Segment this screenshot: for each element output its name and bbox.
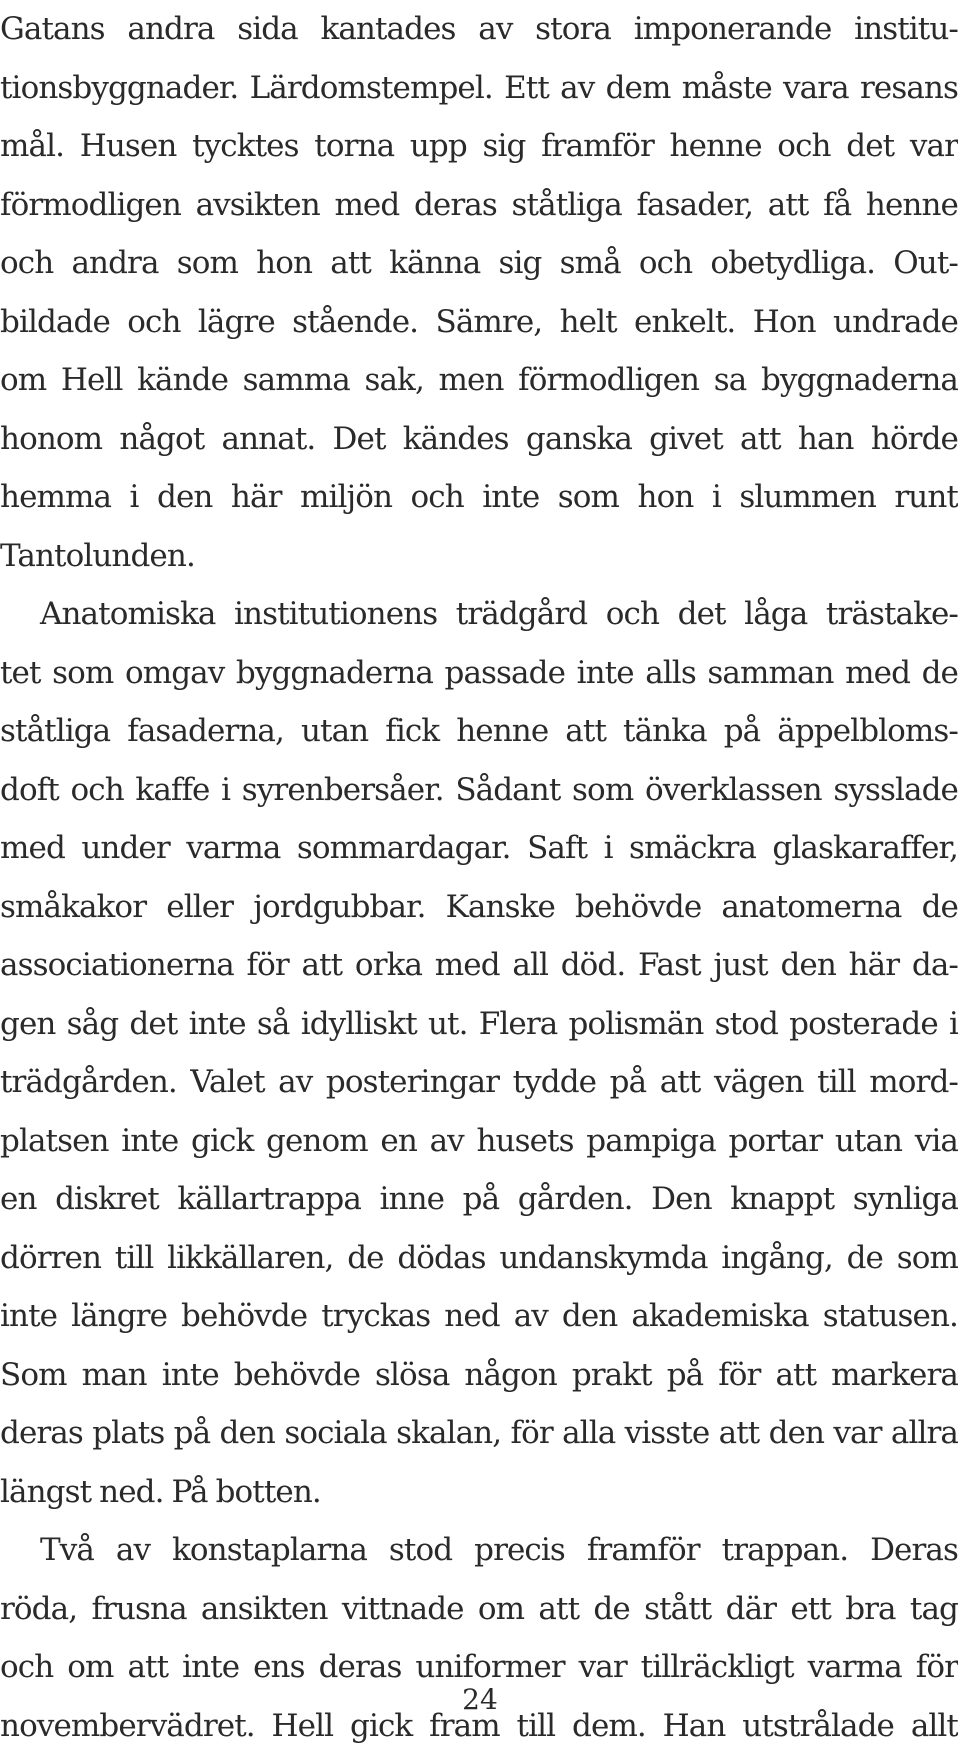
- text-line: trädgården. Valet av posteringar tydde på att vägen till mord-: [0, 1053, 958, 1112]
- text-line: Två av konstaplarna stod precis framför trappan. Deras: [0, 1521, 958, 1580]
- text-line: mål. Husen tycktes torna upp sig framför henne och det var: [0, 117, 958, 176]
- paragraph-3: [0, 1521, 958, 1755]
- text-line: förmodligen avsikten med deras ståtliga fasader, att få henne: [0, 176, 958, 235]
- text-line: längst ned. På botten.: [0, 1463, 958, 1522]
- text-line: bildade och lägre stående. Sämre, helt enkelt. Hon undrade: [0, 293, 958, 352]
- page-number: 24: [0, 1684, 960, 1716]
- text-line: gen såg det inte så idylliskt ut. Flera polismän stod posterade i: [0, 995, 958, 1054]
- text-line: ståtliga fasaderna, utan fick henne att tänka på äppelbloms-: [0, 702, 958, 761]
- text-line: hemma i den här miljön och inte som hon i slummen runt: [0, 468, 958, 527]
- text-line: en diskret källartrappa inne på gården. Den knappt synliga: [0, 1170, 958, 1229]
- text-line: Anatomiska institutionens trädgård och det låga trästake-: [0, 585, 958, 644]
- text-line: tionsbyggnader. Lärdomstempel. Ett av dem måste vara resans: [0, 59, 958, 118]
- text-line: honom något annat. Det kändes ganska givet att han hörde: [0, 410, 958, 469]
- text-line: Tantolunden.: [0, 527, 958, 586]
- text-line: associationerna för att orka med all död. Fast just den här da-: [0, 936, 958, 995]
- text-line: tet som omgav byggnaderna passade inte alls samman med de: [0, 644, 958, 703]
- text-line: och andra som hon att känna sig små och obetydliga. Out-: [0, 234, 958, 293]
- text-line: platsen inte gick genom en av husets pampiga portar utan via: [0, 1112, 958, 1171]
- text-line: om Hell kände samma sak, men förmodligen sa byggnaderna: [0, 351, 958, 410]
- text-line: röda, frusna ansikten vittnade om att de stått där ett bra tag: [0, 1580, 958, 1639]
- paragraph-2: [0, 585, 958, 1521]
- text-line: dörren till likkällaren, de dödas undanskymda ingång, de som: [0, 1229, 958, 1288]
- text-line: inte längre behövde tryckas ned av den akademiska statusen.: [0, 1287, 958, 1346]
- text-line: Gatans andra sida kantades av stora imponerande institu-: [0, 0, 958, 59]
- text-line: och om att inte ens deras uniformer var tillräckligt varma för: [0, 1638, 958, 1697]
- text-line: småkakor eller jordgubbar. Kanske behövde anatomerna de: [0, 878, 958, 937]
- text-line: med under varma sommardagar. Saft i smäckra glaskaraffer,: [0, 819, 958, 878]
- paragraph-1: [0, 0, 958, 585]
- text-line: deras plats på den sociala skalan, för alla visste att den var allra: [0, 1404, 958, 1463]
- text-line: novembervädret. Hell gick fram till dem. Han utstrålade allt: [0, 1697, 958, 1755]
- text-line: Som man inte behövde slösa någon prakt på för att markera: [0, 1346, 958, 1405]
- text-line: doft och kaffe i syrenbersåer. Sådant som överklassen sysslade: [0, 761, 958, 820]
